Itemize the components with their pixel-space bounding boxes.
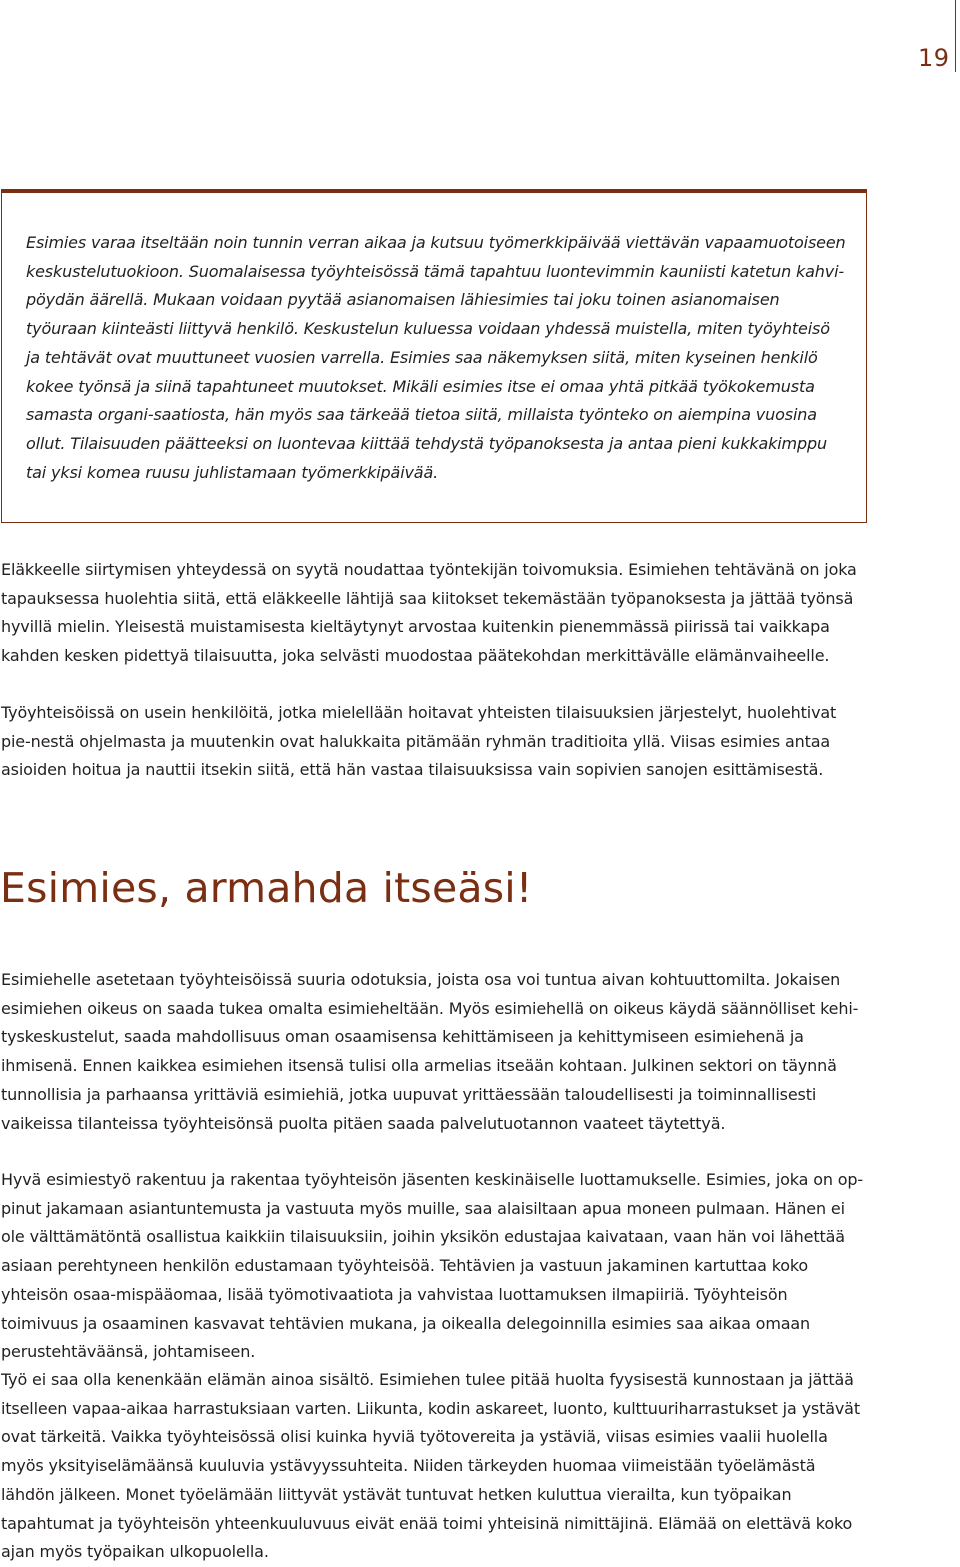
paragraph-delegation: Hyvä esimiestyö rakentuu ja rakentaa työyhteisön jäsenten keskinäiselle luottamukselle. Esimies, joka on op-pinut jakamaan asiantuntemusta ja vastuuta myös muille, saa alaisiltaan apua moneen pulmaan. Hänen ei ole välttämätöntä osallistua kaikkiin tilaisuuksiin, joihin yksikön edustajaa kaivataan, vaan hän voi lähettää asiaan perehtyneen henkilön edustamaan työyhteisöä. Tehtävien ja vastuun jakaminen kartuttaa koko yhteisön osaa-mispääomaa, lisää työmotivaatiota ja vahvistaa luottamuksen ilmapiiriä. Työyhteisön toimivuus ja osaaminen kasvavat tehtävien mukana, ja oikealla delegoinnilla esimies saa aikaa omaan perustehtäväänsä, johtamiseen. bbox=[1, 1170, 864, 1362]
page-edge-rule bbox=[955, 0, 956, 72]
paragraph-expectations: Esimiehelle asetetaan työyhteisöissä suuria odotuksia, joista osa voi tuntua aivan kohtuuttomilta. Jokaisen esimiehen oikeus on saada tukea omalta esimieheltään. Myös esimiehellä on oikeus käydä säännölliset kehi-tyskeskustelut, saada mahdollisuus oman osaamisensa kehittämiseen ja kehittymiseen esimiehenä ja ihmisenä. Ennen kaikkea esimiehen itsensä tulisi olla armelias itseään kohtaan. Julkinen sektori on täynnä tunnollisia ja parhaansa yrittäviä esimiehiä, jotka uupuvat yrittäessään taloudellisesti ja toiminnallisesti vaikeissa tilanteissa työyhteisönsä puolta pitäen saada palvelutuotannon vaateet täytettyä. bbox=[1, 970, 859, 1133]
section-title: Esimies, armahda itseäsi! bbox=[0, 864, 533, 912]
callout-text: Esimies varaa itseltään noin tunnin verran aikaa ja kutsuu työmerkkipäivää viettävän vapaamuotoiseen keskustelutuokioon. Suomalaisessa työyhteisössä tämä tapahtuu luontevimmin kauniisti katetun kahvi-pöydän äärellä. Mukaan voidaan pyytää asianomaisen lähiesimies tai joku toinen asianomaisen työuraan kiinteästi liittyvä henkilö. Keskustelun kuluessa voidaan yhdessä muistella, miten työyhteisö ja tehtävät ovat muuttuneet vuosien varrella. Esimies saa näkemyksen siitä, miten kyseinen henkilö kokee työnsä ja siinä tapahtuneet muutokset. Mikäli esimies itse ei omaa yhtä pitkää työkokemusta samasta organi-saatiosta, hän myös saa tärkeää tietoa siitä, millaista työnteko on aiempina vuosina ollut. Tilaisuuden päätteeksi on luontevaa kiittää tehdystä työpanoksesta ja antaa pieni kukkakimppu tai yksi komea ruusu juhlistamaan työmerkkipäivää. bbox=[26, 233, 846, 482]
page-number: 19 bbox=[918, 44, 950, 72]
paragraph-work-life-balance: Työ ei saa olla kenenkään elämän ainoa sisältö. Esimiehen tulee pitää huolta fyysisestä kunnostaan ja jättää itselleen vapaa-aikaa harrastuksiaan varten. Liikunta, kodin askareet, luonto, kulttuuriharrastukset ja ystävät ovat tärkeitä. Vaikka työyhteisössä olisi kuinka hyviä työtovereita ja ystäviä, viisas esimies vaalii huolella myös yksityiselämäänsä kuuluvia ystävyyssuhteita. Niiden tärkeyden huomaa viimeistään työelämästä lähdön jälkeen. Monet työelämään liittyvät ystävät tuntuvat hetken kuluttua vierailta, kun työpaikan tapahtumat ja työyhteisön yhteenkuuluvuus eivät enää toimi yhteisinä nimittäjinä. Elämää on elettävä koko ajan myös työpaikan ulkopuolella. bbox=[1, 1370, 860, 1562]
paragraph-organizers: Työyhteisöissä on usein henkilöitä, jotka mielellään hoitavat yhteisten tilaisuuksien järjestelyt, huolehtivat pie-nestä ohjelmasta ja muutenkin ovat halukkaita pitämään ryhmän traditioita yllä. Viisas esimies antaa asioiden hoitua ja nauttii itsekin siitä, että hän vastaa tilaisuuksissa vain sopivien sanojen esittämisestä. bbox=[1, 703, 837, 780]
paragraph-retirement: Eläkkeelle siirtymisen yhteydessä on syytä noudattaa työntekijän toivomuksia. Esimiehen tehtävänä on joka tapauksessa huolehtia siitä, että eläkkeelle lähtijä saa kiitokset tekemästään työpanoksesta ja jättää työnsä hyvillä mielin. Yleisestä muistamisesta kieltäytynyt arvostaa kuitenkin pienemmässä piirissä tai vaikkapa kahden kesken pidettyä tilaisuutta, joka selvästi muodostaa päätekohdan merkittävälle elämänvaiheelle. bbox=[1, 560, 857, 666]
example-callout-box bbox=[1, 189, 867, 523]
